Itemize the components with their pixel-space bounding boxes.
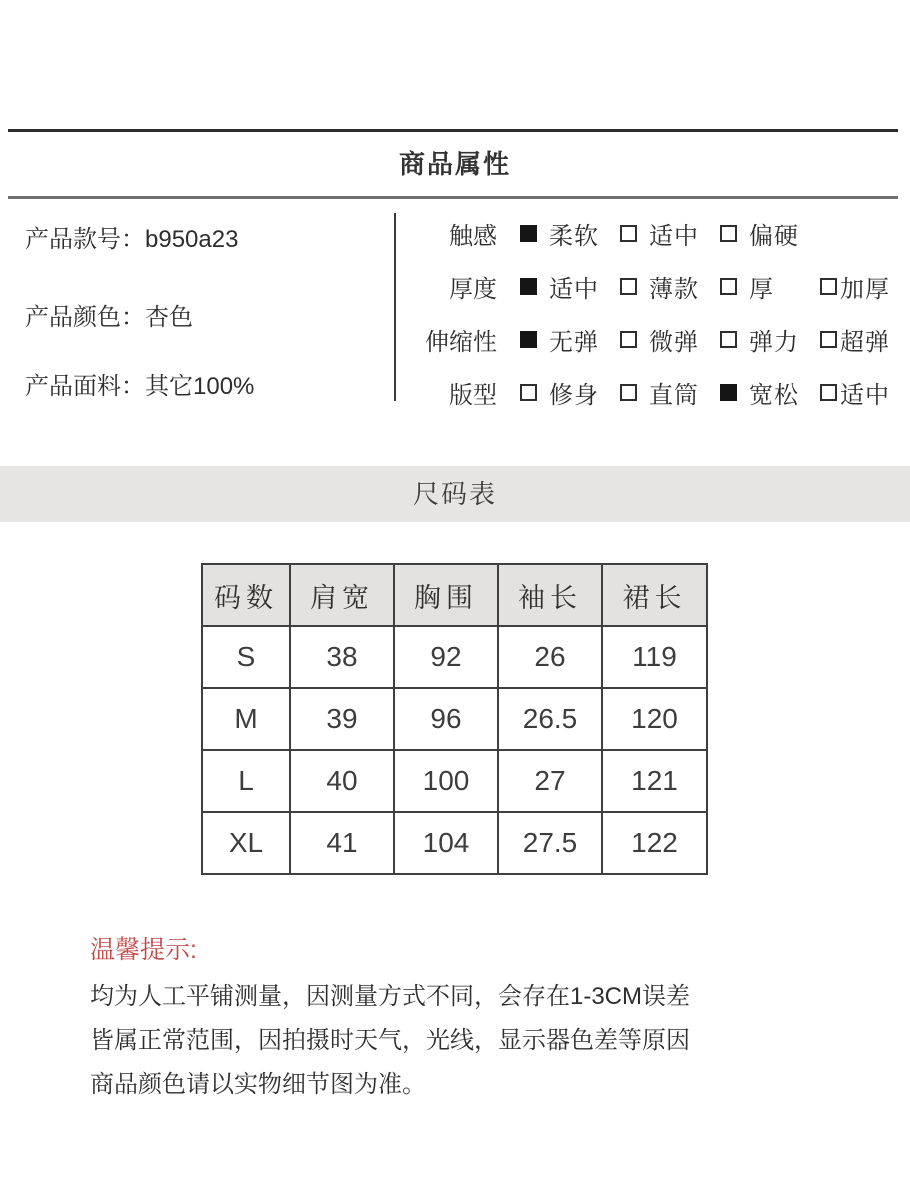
tips-line: 皆属正常范围，因拍摄时天气，光线，显示器色差等原因 <box>90 1027 690 1054</box>
checkbox-option[interactable] <box>520 375 620 410</box>
size-table-row <box>202 688 707 750</box>
size-cell: 100 <box>394 750 498 812</box>
checkbox-option[interactable] <box>720 216 820 251</box>
attribute-rows <box>400 207 910 419</box>
checkbox-icon <box>620 278 637 295</box>
field-label: 产品面料： <box>25 373 145 400</box>
checkbox-option[interactable] <box>720 269 820 304</box>
size-col-header: 胸围 <box>394 564 498 626</box>
checkbox-icon <box>520 278 537 295</box>
attr-row-stretch <box>400 313 910 366</box>
checkbox-option[interactable] <box>620 322 720 357</box>
checkbox-icon <box>820 331 837 348</box>
size-col-header: 袖长 <box>498 564 602 626</box>
checkbox-icon <box>520 384 537 401</box>
size-col-header: 肩宽 <box>290 564 394 626</box>
size-cell: 92 <box>394 626 498 688</box>
option-label: 厚 <box>749 276 774 303</box>
checkbox-option[interactable] <box>720 375 820 410</box>
attr-row-label: 厚度 <box>449 276 497 303</box>
size-col-header: 裙长 <box>602 564 707 626</box>
checkbox-option[interactable] <box>820 269 890 304</box>
size-col-header: 码数 <box>202 564 290 626</box>
checkbox-icon <box>520 331 537 348</box>
size-table-row <box>202 626 707 688</box>
tips-title: 温馨提示: <box>90 936 197 964</box>
checkbox-option[interactable] <box>620 216 720 251</box>
size-cell: L <box>202 750 290 812</box>
product-field-model <box>25 219 238 254</box>
option-label: 超弹 <box>840 329 890 356</box>
size-cell: 96 <box>394 688 498 750</box>
field-label: 产品颜色： <box>25 304 145 331</box>
attr-row-fit <box>400 366 910 419</box>
size-table-wrap <box>201 563 708 875</box>
size-cell: 120 <box>602 688 707 750</box>
product-field-color <box>25 297 193 332</box>
size-cell: 39 <box>290 688 394 750</box>
checkbox-option[interactable] <box>820 322 890 357</box>
size-cell: 26 <box>498 626 602 688</box>
field-label: 产品款号： <box>25 226 145 253</box>
checkbox-option[interactable] <box>820 375 890 410</box>
option-label: 弹力 <box>749 329 799 356</box>
tips-section <box>90 930 690 1107</box>
size-chart-banner: 尺码表 <box>0 466 910 522</box>
size-cell: 119 <box>602 626 707 688</box>
option-label: 修身 <box>549 382 599 409</box>
checkbox-icon <box>620 384 637 401</box>
checkbox-option[interactable] <box>520 322 620 357</box>
size-cell: XL <box>202 812 290 874</box>
attr-row-thickness <box>400 260 910 313</box>
size-cell: M <box>202 688 290 750</box>
option-label: 适中 <box>549 276 599 303</box>
checkbox-icon <box>720 384 737 401</box>
attr-row-touch <box>400 207 910 260</box>
attributes-section-title: 商品属性 <box>398 149 511 179</box>
field-value: 其它100% <box>145 373 255 400</box>
attr-row-label: 版型 <box>449 382 497 409</box>
size-cell: 27 <box>498 750 602 812</box>
vertical-divider <box>394 213 396 401</box>
size-cell: 104 <box>394 812 498 874</box>
checkbox-icon <box>820 278 837 295</box>
size-table <box>201 563 708 875</box>
option-label: 适中 <box>840 382 890 409</box>
attr-row-label: 触感 <box>449 223 497 250</box>
size-cell: 40 <box>290 750 394 812</box>
size-table-row <box>202 750 707 812</box>
size-cell: 27.5 <box>498 812 602 874</box>
option-label: 无弹 <box>549 329 599 356</box>
field-value: 杏色 <box>145 304 193 331</box>
checkbox-option[interactable] <box>520 269 620 304</box>
option-label: 偏硬 <box>749 223 799 250</box>
size-table-row <box>202 812 707 874</box>
size-cell: 38 <box>290 626 394 688</box>
option-label: 宽松 <box>749 382 799 409</box>
size-cell: 121 <box>602 750 707 812</box>
checkbox-icon <box>720 225 737 242</box>
checkbox-icon <box>620 331 637 348</box>
checkbox-icon <box>620 225 637 242</box>
size-cell: 41 <box>290 812 394 874</box>
field-value: b950a23 <box>145 226 239 253</box>
option-label: 微弹 <box>649 329 699 356</box>
tips-line: 均为人工平铺测量，因测量方式不同，会存在1-3CM误差 <box>90 983 691 1010</box>
checkbox-icon <box>720 331 737 348</box>
size-table-header-row <box>202 564 707 626</box>
checkbox-option[interactable] <box>720 322 820 357</box>
option-label: 加厚 <box>840 276 890 303</box>
option-label: 柔软 <box>549 223 599 250</box>
option-label: 适中 <box>649 223 699 250</box>
tips-line: 商品颜色请以实物细节图为准。 <box>90 1071 426 1098</box>
top-rule-line <box>8 129 898 132</box>
product-field-fabric <box>25 366 254 401</box>
checkbox-icon <box>520 225 537 242</box>
checkbox-option[interactable] <box>620 269 720 304</box>
checkbox-option[interactable] <box>620 375 720 410</box>
checkbox-icon <box>720 278 737 295</box>
bottom-rule-line <box>8 196 898 199</box>
size-cell: S <box>202 626 290 688</box>
attr-row-label: 伸缩性 <box>425 329 497 356</box>
option-label: 直筒 <box>649 382 699 409</box>
checkbox-icon <box>820 384 837 401</box>
option-label: 薄款 <box>649 276 699 303</box>
size-cell: 122 <box>602 812 707 874</box>
checkbox-option[interactable] <box>520 216 620 251</box>
size-cell: 26.5 <box>498 688 602 750</box>
